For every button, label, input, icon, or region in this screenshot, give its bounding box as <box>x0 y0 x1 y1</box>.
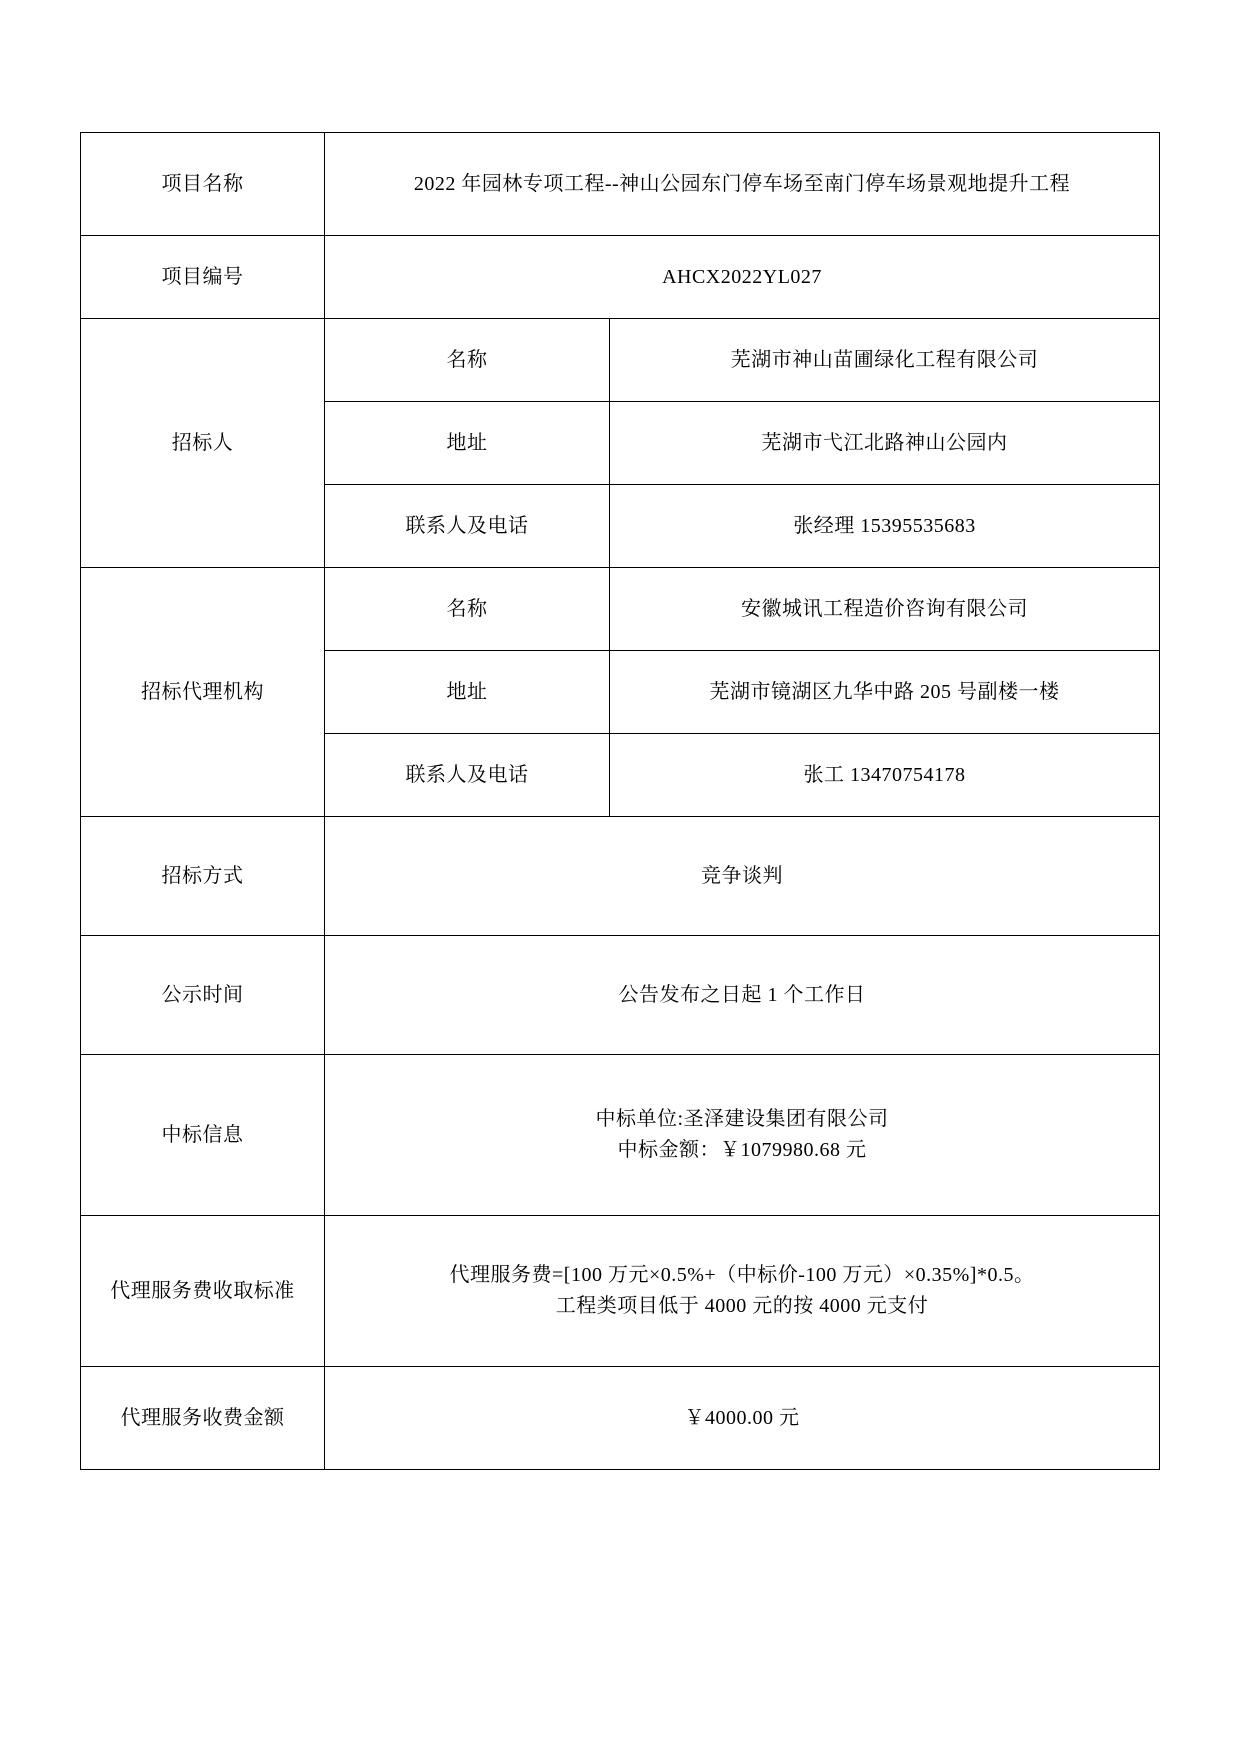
label-fee-standard: 代理服务费收取标准 <box>81 1216 325 1367</box>
sub-label-agency-contact: 联系人及电话 <box>325 734 610 817</box>
value-tenderee-address: 芜湖市弋江北路神山公园内 <box>610 402 1160 485</box>
table-row-bid-info <box>81 1055 1160 1216</box>
value-project-no: AHCX2022YL027 <box>325 236 1160 319</box>
value-bid-info <box>325 1055 1160 1216</box>
table-row-project-no <box>81 236 1160 319</box>
label-publicity-time: 公示时间 <box>81 936 325 1055</box>
value-fee-standard <box>325 1216 1160 1367</box>
table-row-fee-standard <box>81 1216 1160 1367</box>
table-row-agency-name <box>81 568 1160 651</box>
value-tender-method: 竞争谈判 <box>325 817 1160 936</box>
label-bid-info: 中标信息 <box>81 1055 325 1216</box>
table-row-tender-method <box>81 817 1160 936</box>
sub-label-tenderee-contact: 联系人及电话 <box>325 485 610 568</box>
label-tender-method: 招标方式 <box>81 817 325 936</box>
value-agency-address: 芜湖市镜湖区九华中路 205 号副楼一楼 <box>610 651 1160 734</box>
table-row-publicity-time <box>81 936 1160 1055</box>
table-row-tenderee-name <box>81 319 1160 402</box>
value-tenderee-contact: 张经理 15395535683 <box>610 485 1160 568</box>
value-tenderee-name: 芜湖市神山苗圃绿化工程有限公司 <box>610 319 1160 402</box>
table-row-project-name <box>81 133 1160 236</box>
table-row-fee-amount <box>81 1367 1160 1470</box>
value-publicity-time: 公告发布之日起 1 个工作日 <box>325 936 1160 1055</box>
value-agency-name: 安徽城讯工程造价咨询有限公司 <box>610 568 1160 651</box>
sub-label-agency-address: 地址 <box>325 651 610 734</box>
label-project-name: 项目名称 <box>81 133 325 236</box>
sub-label-tenderee-name: 名称 <box>325 319 610 402</box>
sub-label-agency-name: 名称 <box>325 568 610 651</box>
bid-info-line-1: 中标单位:圣泽建设集团有限公司 <box>595 1108 889 1130</box>
tender-result-table <box>80 132 1160 1470</box>
value-fee-amount: ￥4000.00 元 <box>325 1367 1160 1470</box>
bid-info-line-2: 中标金额：￥1079980.68 元 <box>617 1139 867 1161</box>
fee-standard-line-2: 工程类项目低于 4000 元的按 4000 元支付 <box>555 1295 929 1317</box>
label-fee-amount: 代理服务收费金额 <box>81 1367 325 1470</box>
label-tenderee: 招标人 <box>81 319 325 568</box>
label-project-no: 项目编号 <box>81 236 325 319</box>
fee-standard-line-1: 代理服务费=[100 万元×0.5%+（中标价-100 万元）×0.35%]*0.5。 <box>449 1264 1035 1286</box>
value-project-name: 2022 年园林专项工程--神山公园东门停车场至南门停车场景观地提升工程 <box>325 133 1160 236</box>
sub-label-tenderee-address: 地址 <box>325 402 610 485</box>
label-agency: 招标代理机构 <box>81 568 325 817</box>
value-agency-contact: 张工 13470754178 <box>610 734 1160 817</box>
